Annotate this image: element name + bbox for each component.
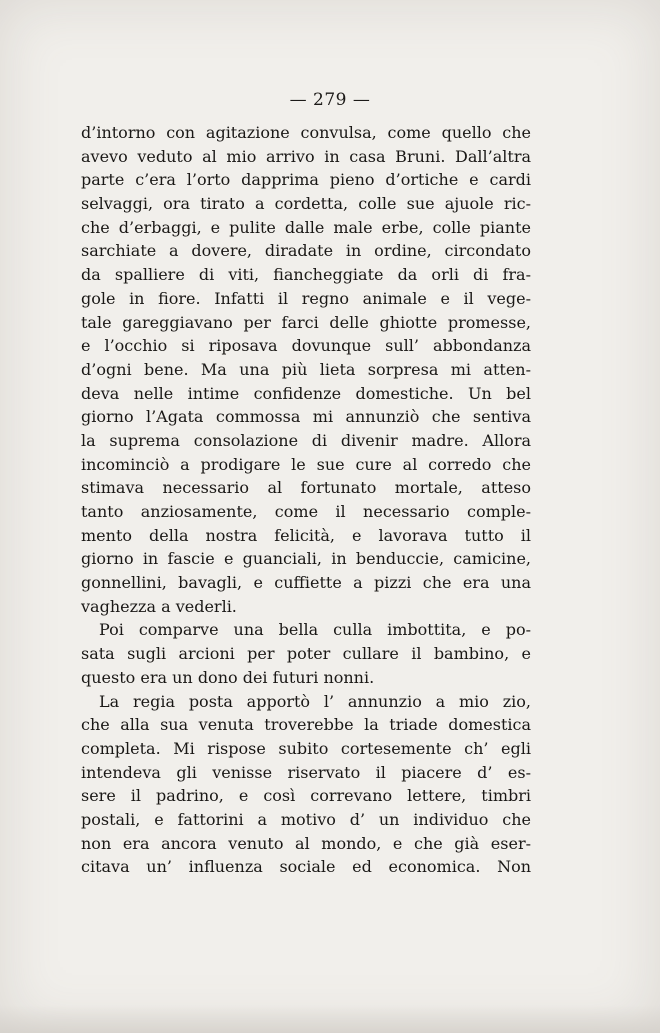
paragraph-3	[81, 690, 531, 880]
text-line: vaghezza a vederli.	[81, 596, 237, 616]
text-line: tanto anziosamente, come il necessario comple-	[81, 502, 531, 521]
text-line: parte c’era l’orto dapprima pieno d’ortiche e cardi	[81, 170, 531, 190]
text-line: Poi comparve una bella culla imbottita, e po-	[99, 620, 531, 640]
text-line: che d’erbaggi, e pulite dalle male erbe, colle piante	[81, 217, 531, 237]
text-line: gonnellini, bavagli, e cuffiette a pizzi che era una	[81, 573, 531, 593]
text-line: La regia posta apportò l’ annunzio a mio zio,	[99, 691, 531, 711]
text-line: giorno in fascie e guanciali, in benduccie, camicine,	[81, 549, 531, 569]
text-line: sarchiate a dovere, diradate in ordine, circondato	[81, 241, 531, 261]
paragraph-2	[81, 618, 531, 689]
paragraph-1	[81, 121, 531, 618]
text-line: avevo veduto al mio arrivo in casa Bruni. Dall’altra	[81, 146, 531, 166]
text-line: d’intorno con agitazione convulsa, come quello che	[81, 123, 531, 142]
text-line: da spalliere di viti, fiancheggiate da orli di fra-	[81, 265, 531, 285]
text-line: incominciò a prodigare le sue cure al corredo che	[81, 454, 531, 474]
text-line: giorno l’Agata commossa mi annunziò che sentiva	[81, 407, 531, 427]
page-bottom-edge	[0, 1005, 660, 1033]
text-line: intendeva gli venisse riservato il piacere d’ es-	[81, 762, 531, 782]
text-line: che alla sua venuta troverebbe la triade domestica	[81, 715, 531, 735]
text-line: gole in fiore. Infatti il regno animale e il vege-	[81, 288, 531, 308]
text-line: sata sugli arcioni per poter cullare il bambino, e	[81, 644, 531, 664]
text-line: mento della nostra felicità, e lavorava tutto il	[81, 525, 531, 545]
text-line: la suprema consolazione di divenir madre. Allora	[81, 430, 531, 450]
text-line: stimava necessario al fortunato mortale, atteso	[81, 478, 531, 498]
text-line: e l’occhio si riposava dovunque sull’ abbondanza	[81, 336, 531, 356]
text-line: tale gareggiavano per farci delle ghiotte promesse,	[81, 312, 531, 332]
text-line: deva nelle intime confidenze domestiche. Un bel	[81, 383, 531, 403]
text-line: citava un’ influenza sociale ed economica. Non	[81, 857, 531, 877]
page-number: — 279 —	[289, 90, 371, 110]
text-line: non era ancora venuto al mondo, e che già eser-	[81, 833, 531, 853]
body-text	[81, 121, 531, 879]
text-line: questo era un dono dei futuri nonni.	[81, 667, 375, 687]
text-line: selvaggi, ora tirato a cordetta, colle sue ajuole ric-	[81, 194, 531, 214]
text-line: completa. Mi rispose subito cortesemente ch’ egli	[81, 738, 531, 758]
text-line: postali, e fattorini a motivo d’ un individuo che	[81, 809, 531, 829]
text-line: d’ogni bene. Ma una più lieta sorpresa mi atten-	[81, 359, 531, 379]
text-line: sere il padrino, e così correvano lettere, timbri	[81, 786, 531, 806]
